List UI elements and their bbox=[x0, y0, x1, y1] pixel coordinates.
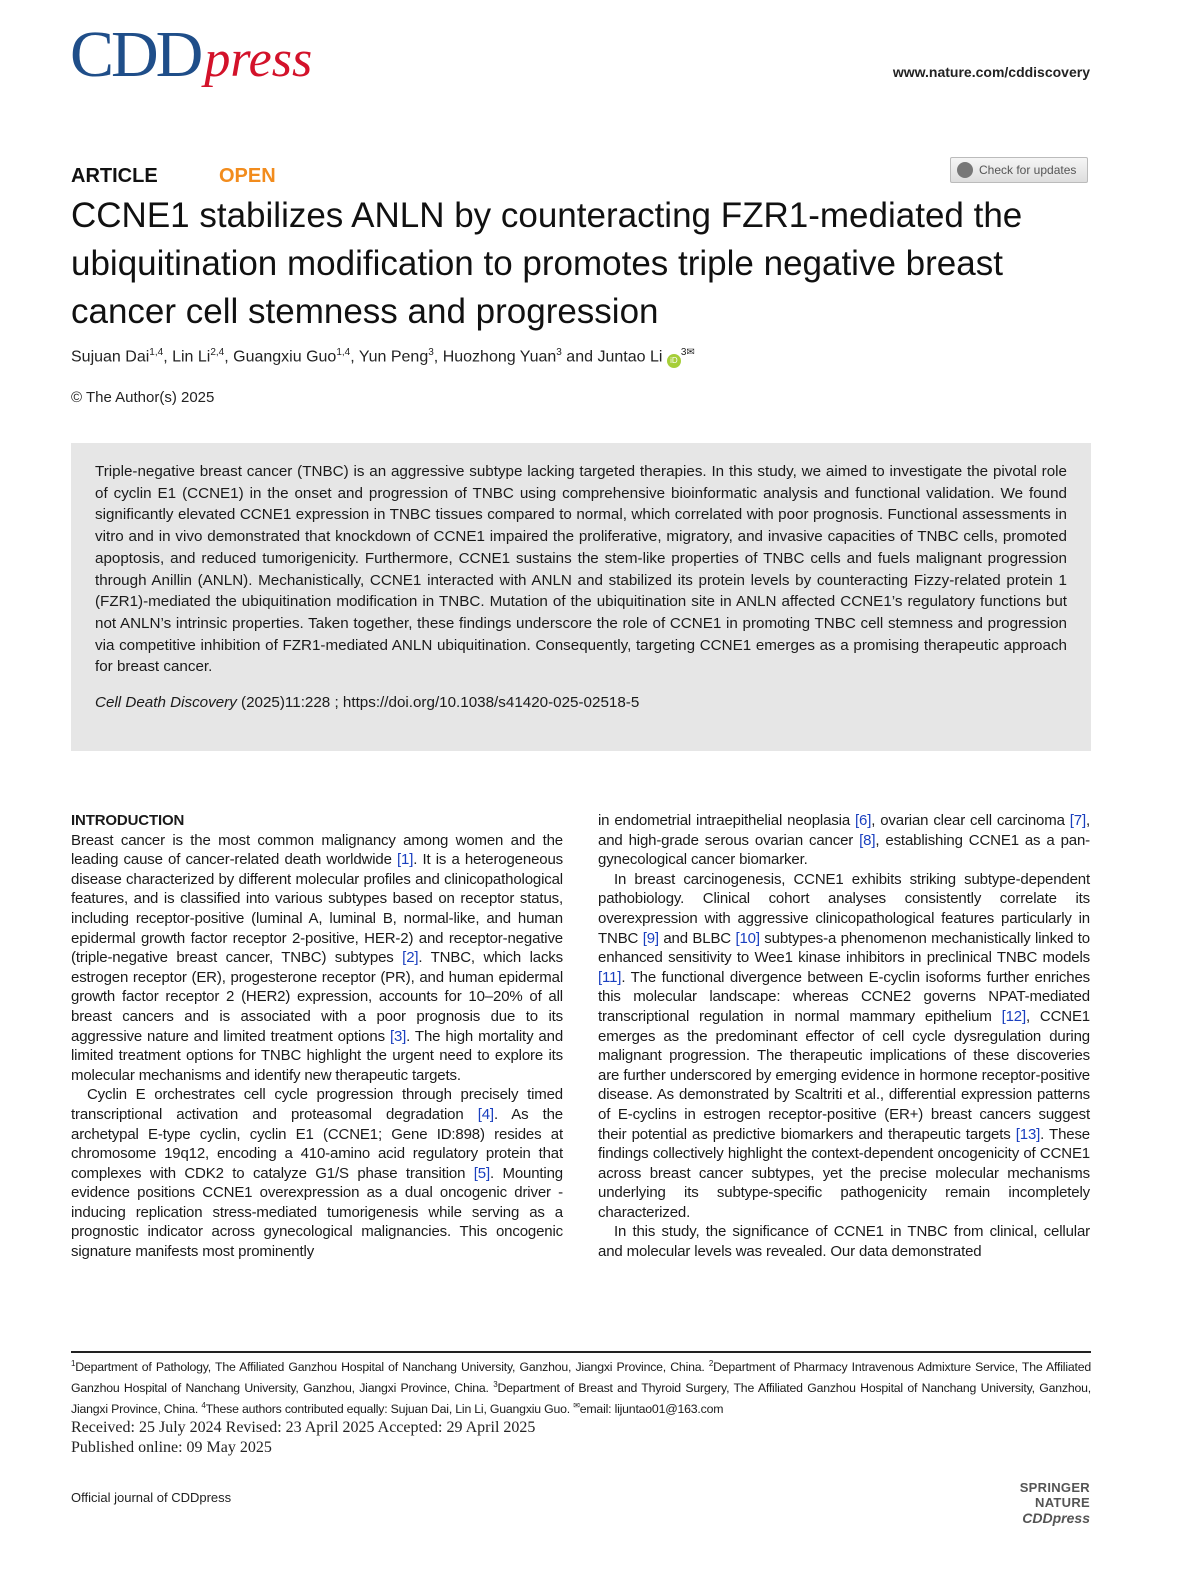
bookmark-icon bbox=[957, 162, 973, 178]
doi-link[interactable]: (2025)11:228 ; https://doi.org/10.1038/s41420-025-02518-5 bbox=[236, 694, 640, 712]
email-icon[interactable]: ✉ bbox=[686, 347, 695, 358]
author-name[interactable]: Yun Peng bbox=[358, 348, 429, 366]
reference-link[interactable]: [5] bbox=[473, 1164, 490, 1182]
author-list: Sujuan Dai$^{1,4}$, Lin Li$^{2,4}$, Guangxiu Guo$^{1,4}$, Yun Peng$^3$, Huozhong Yuan$^3$ and Juntao Li $iD^{3✉}$ bbox=[71, 347, 695, 368]
text-run: subtypes-a phenomenon mechanistically linked to enhanced sensitivity to Wee1 kinase inhibitors in preclinical TNBC models bbox=[598, 929, 1090, 967]
text-run: Cyclin E orchestrates cell cycle progression through precisely timed transcriptional activation and proteasomal degradation bbox=[71, 1086, 563, 1123]
open-access-badge: OPEN bbox=[219, 165, 276, 187]
text-run: In breast carcinogenesis, CCNE1 exhibits striking subtype-dependent pathobiology. Clinical cohort analyses consistently correlate its overexpression with aggressive clinicopathological features particularly in TNBC bbox=[598, 870, 1090, 947]
check-updates-label: Check for updates bbox=[979, 163, 1077, 177]
orcid-icon[interactable]: iD bbox=[667, 354, 681, 368]
affiliation-number: 1,4 bbox=[149, 347, 164, 358]
footnote-text: Department of Breast and Thyroid Surgery, The Affiliated Ganzhou Hospital of Nanchang University, Ganzhou, Jiangxi Province, China. bbox=[71, 1381, 1091, 1417]
reference-link[interactable]: [11] bbox=[598, 968, 622, 986]
text-run: , ovarian clear cell carcinoma bbox=[871, 812, 1070, 829]
copyright: © The Author(s) 2025 bbox=[71, 389, 215, 406]
reference-link[interactable]: [3] bbox=[389, 1027, 407, 1045]
body-column-right bbox=[598, 811, 1090, 1262]
author-name[interactable]: Lin Li bbox=[172, 348, 211, 366]
affiliation-number: 2,4 bbox=[210, 347, 225, 358]
affiliation-number: 3 bbox=[680, 347, 687, 358]
text-run: . Mounting evidence positions CCNE1 overexpression as a dual oncogenic driver - inducing replication stress-mediated tumorigenesis while serving as a prognostic indicator across gynecological malignancies. This oncogenic signature manifests most prominently bbox=[71, 1164, 564, 1261]
affiliations bbox=[71, 1355, 1091, 1418]
author-name[interactable]: Juntao Li bbox=[597, 348, 663, 366]
author-name[interactable]: Guangxiu Guo bbox=[233, 348, 337, 366]
citation-line bbox=[95, 692, 1067, 714]
text-run: . As the archetypal E-type cyclin, cyclin E1 (CCNE1; Gene ID:898) resides at chromosome 19q12, encoding a 410-amino acid regulatory protein that complexes with CDK2 to catalyze G1/S phase transition bbox=[71, 1105, 563, 1182]
footnote-text: Department of Pharmacy Intravenous Admixture Service, The Affiliated Ganzhou Hospital of Nanchang University, Ganzhou, Jiangxi Province, China. bbox=[71, 1360, 1091, 1396]
text-run: . The functional divergence between E-cyclin isoforms further enriches this molecular landscape: whereas CCNE2 governs NPAT-mediated transcriptional regulation in normal mammary epithelium bbox=[598, 968, 1090, 1025]
author-name[interactable]: Sujuan Dai bbox=[71, 348, 150, 366]
text-run: . It is a heterogeneous disease characterized by different molecular profiles and clinicopathological features, and is classified into various subtypes based on receptor status, including receptor-positive (luminal A, luminal B, normal-like, and human epidermal growth factor receptor 2-positive, HER-2) and receptor-negative (triple-negative breast cancer, TNBC) subtypes bbox=[71, 851, 563, 967]
abstract-text: Triple-negative breast cancer (TNBC) is an aggressive subtype lacking targeted therapies. In this study, we aimed to investigate the pivotal role of cyclin E1 (CCNE1) in the onset and progression of TNBC using comprehensive bioinformatic analysis and functional validation. We found significantly elevated CCNE1 expression in TNBC tissues compared to normal, which correlated with poor prognosis. Functional assessments in vitro and in vivo demonstrated that knockdown of CCNE1 impaired the proliferative, migratory, and invasive capacities of TNBC cells, promoted apoptosis, and reduced tumorigenicity. Furthermore, CCNE1 sustains the stem-like properties of TNBC cells and fuels malignant progression through Anillin (ANLN). Mechanistically, CCNE1 interacted with ANLN and stabilized its protein levels by counteracting Fizzy-related protein 1 (FZR1)-mediated the ubiquitination modification in TNBC. Mutation of the ubiquitination site in ANLN affected CCNE1’s regulatory functions but not ANLN’s intrinsic properties. Taken together, these findings underscore the role of CCNE1 in promoting TNBC cell stemness and progression via competitive inhibition of FZR1-mediated ANLN ubiquitination. Consequently, targeting CCNE1 emerges as a promising therapeutic approach for breast cancer. bbox=[95, 463, 1067, 676]
text-run: . TNBC, which lacks estrogen receptor (ER), progesterone receptor (PR), and human epidermal growth factor receptor 2 (HER2) expression, accounts for 10–20% of all breast cancers and is associated with a poor prognosis due to its aggressive nature and limited treatment options bbox=[71, 949, 563, 1045]
reference-link[interactable]: [8] bbox=[859, 831, 876, 849]
text-run: , CCNE1 emerges as the predominant effector of cell cycle dysregulation during malignant progression. The therapeutic implications of these discoveries are further underscored by emerging evidence in hormone receptor-positive disease. As demonstrated by Scaltriti et al., differential expression patterns of E-cyclins in estrogen receptor-positive (ER+) breast cancers suggest their potential as predictive biomarkers and therapeutic targets bbox=[598, 1007, 1090, 1143]
body-column-left bbox=[71, 811, 563, 1262]
footnote-marker: 4 bbox=[201, 1401, 206, 1411]
reference-link[interactable]: [1] bbox=[397, 851, 414, 869]
paragraph bbox=[598, 1222, 1090, 1261]
text-run: In this study, the significance of CCNE1 in TNBC from clinical, cellular and molecular levels was revealed. Our data demonstrated bbox=[598, 1223, 1090, 1261]
footnote-marker: 1 bbox=[71, 1359, 76, 1368]
text-run: Breast cancer is the most common malignancy among women and the leading cause of cancer-related death worldwide bbox=[71, 831, 563, 869]
section-heading-introduction: INTRODUCTION bbox=[71, 812, 185, 829]
published-online: Published online: 09 May 2025 bbox=[71, 1439, 272, 1456]
journal-url-link[interactable]: www.nature.com/cddiscovery bbox=[892, 64, 1090, 80]
author-name[interactable]: Huozhong Yuan bbox=[442, 348, 557, 366]
paragraph bbox=[71, 1085, 563, 1261]
text-run: , and high-grade serous ovarian cancer bbox=[598, 812, 1090, 849]
affiliation-number: 3 bbox=[428, 347, 434, 358]
logo-press: press bbox=[204, 31, 313, 88]
reference-link[interactable]: [12] bbox=[1001, 1007, 1026, 1025]
official-journal: Official journal of CDDpress bbox=[71, 1490, 232, 1505]
footnote-marker: ✉ bbox=[573, 1401, 580, 1411]
logo-cdd: CDD bbox=[70, 18, 201, 91]
text-run: in endometrial intraepithelial neoplasia bbox=[598, 812, 855, 829]
reference-link[interactable]: [9] bbox=[642, 929, 659, 947]
journal-name: Cell Death Discovery bbox=[95, 694, 237, 712]
received-revised-accepted: Received: 25 July 2024 Revised: 23 April 2025 Accepted: 29 April 2025 bbox=[71, 1419, 536, 1436]
reference-link[interactable]: [7] bbox=[1069, 812, 1086, 829]
cddpress-logo bbox=[70, 18, 313, 102]
footnote-text: email: lijuntao01@163.com bbox=[579, 1402, 724, 1417]
check-for-updates-button[interactable] bbox=[950, 157, 1088, 183]
publisher-sub: CDDpress bbox=[1022, 1510, 1090, 1526]
text-run: . These findings collectively highlight the context-dependent oncogenicity of CCNE1 across breast cancer subtypes, yet the precise molecular mechanisms underlying its subtype-specific pathogenicity remain incompletely characterized. bbox=[598, 1125, 1090, 1221]
paragraph bbox=[598, 870, 1090, 1223]
paper-title: CCNE1 stabilizes ANLN by counteracting FZR1-mediated the ubiquitination modification to promotes triple negative breast cancer cell stemness and progression bbox=[71, 196, 1023, 331]
footnote-divider bbox=[71, 1351, 1091, 1353]
footnote-text: These authors contributed equally: Sujuan Dai, Lin Li, Guangxiu Guo. bbox=[205, 1402, 574, 1417]
text-run: , establishing CCNE1 as a pan-gynecological cancer biomarker. bbox=[598, 831, 1091, 869]
reference-link[interactable]: [2] bbox=[402, 949, 419, 967]
footnote-marker: 2 bbox=[708, 1359, 714, 1368]
footnote-marker: 3 bbox=[493, 1380, 498, 1390]
abstract-box bbox=[71, 443, 1091, 751]
text-run: . The high mortality and limited treatment options for TNBC highlight the urgent need to explore its molecular mechanisms and identify new therapeutic targets. bbox=[71, 1027, 564, 1084]
publisher-name: SPRINGER NATURE bbox=[1019, 1480, 1090, 1510]
reference-link[interactable]: [6] bbox=[854, 812, 872, 829]
text-run: and BLBC bbox=[658, 929, 736, 947]
reference-link[interactable]: [13] bbox=[1015, 1125, 1041, 1143]
reference-link[interactable]: [4] bbox=[477, 1105, 494, 1123]
affiliation-number: 3 bbox=[556, 347, 562, 358]
article-type: ARTICLE bbox=[71, 165, 158, 187]
publication-dates bbox=[71, 1418, 535, 1458]
and-text: and bbox=[566, 348, 593, 366]
reference-link[interactable]: [10] bbox=[735, 929, 760, 947]
affiliation-number: 1,4 bbox=[336, 347, 351, 358]
paragraph bbox=[598, 811, 1090, 870]
springer-nature-logo bbox=[978, 1480, 1090, 1526]
paragraph bbox=[71, 831, 563, 1086]
footnote-text: Department of Pathology, The Affiliated Ganzhou Hospital of Nanchang University, Ganzhou, Jiangxi Province, China. bbox=[75, 1360, 709, 1375]
